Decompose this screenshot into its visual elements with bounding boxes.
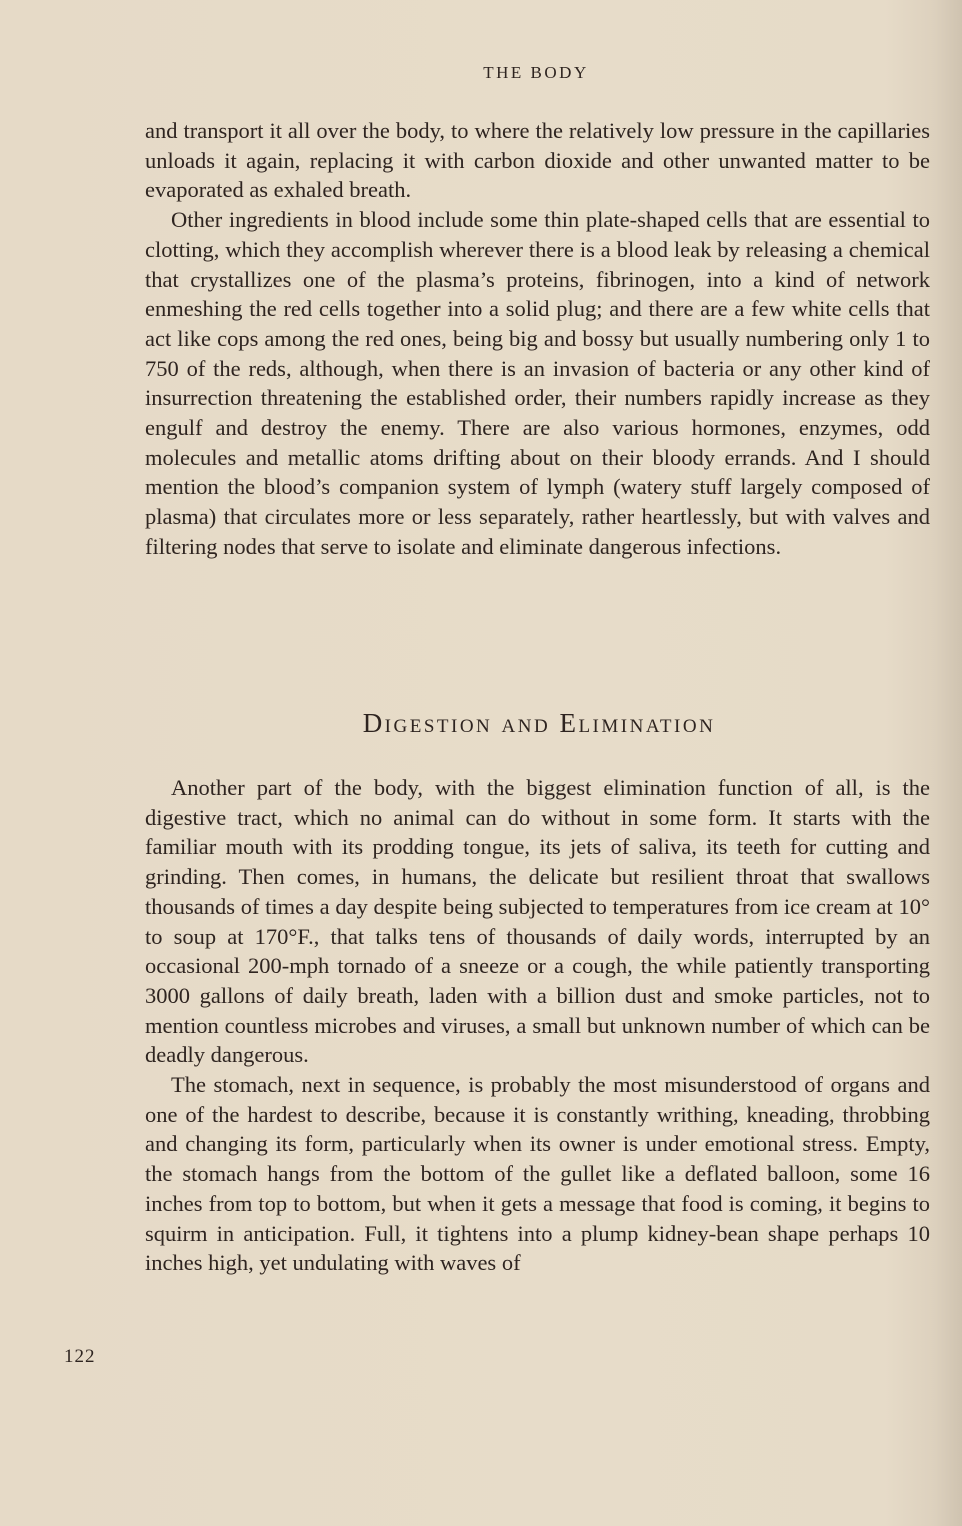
paragraph: The stomach, next in sequence, is probably the most misunderstood of organs and one of the hardest to describe, because it is constantly writhing, kneading, throbbing and changing its form, particularly when its owner is under emotional stress. Empty, the stomach hangs from the bottom of the gullet like a deflated balloon, some 16 inches from top to bottom, but when it gets a message that food is coming, it begins to squirm in anticipation. Full, it tightens into a plump kidney-bean shape perhaps 10 inches high, yet undulating with waves of [145, 1072, 930, 1276]
paragraph: Another part of the body, with the biggest elimination function of all, is the digestive tract, which no animal can do without in some form. It starts with the familiar mouth with its prodding tongue, its jets of saliva, its teeth for cutting and grinding. Then comes, in humans, the delicate but resilient throat that swallows thousands of times a day despite being subjected to temperatures from ice cream at 10° to soup at 170°F., that talks tens of thousands of daily words, interrupted by an occasional 200-mph tornado of a sneeze or a cough, the while patiently transporting 3000 gallons of daily breath, laden with a billion dust and smoke particles, not to mention countless microbes and viruses, a small but unknown number of which can be deadly dangerous. [145, 775, 930, 1068]
page-number: 122 [64, 1346, 96, 1367]
running-head: THE BODY [483, 63, 589, 82]
text-block-digestion [145, 773, 930, 1278]
section-heading: Digestion and Elimination [362, 708, 716, 738]
paragraph: and transport it all over the body, to where the relatively low pressure in the capillaries unloads it again, replacing it with carbon dioxide and other unwanted matter to be evaporated as exhaled breath. [145, 118, 930, 203]
paragraph: Other ingredients in blood include some thin plate-shaped cells that are essential to clotting, which they accomplish wherever there is a blood leak by releasing a chemical that crystallizes one of the plasma’s proteins, fibrinogen, into a kind of network enmeshing the red cells together into a solid plug; and there are a few white cells that act like cops among the red ones, being big and bossy but usually numbering only 1 to 750 of the reds, although, when there is an invasion of bacteria or any other kind of insurrection threatening the established order, their numbers rapidly increase as they engulf and destroy the enemy. There are also various hormones, enzymes, odd molecules and metallic atoms drifting about on their bloody errands. And I should mention the blood’s companion system of lymph (watery stuff largely composed of plasma) that circulates more or less separately, rather heartlessly, but with valves and filtering nodes that serve to isolate and eliminate dangerous infections. [145, 207, 930, 559]
text-block-blood [145, 116, 930, 562]
